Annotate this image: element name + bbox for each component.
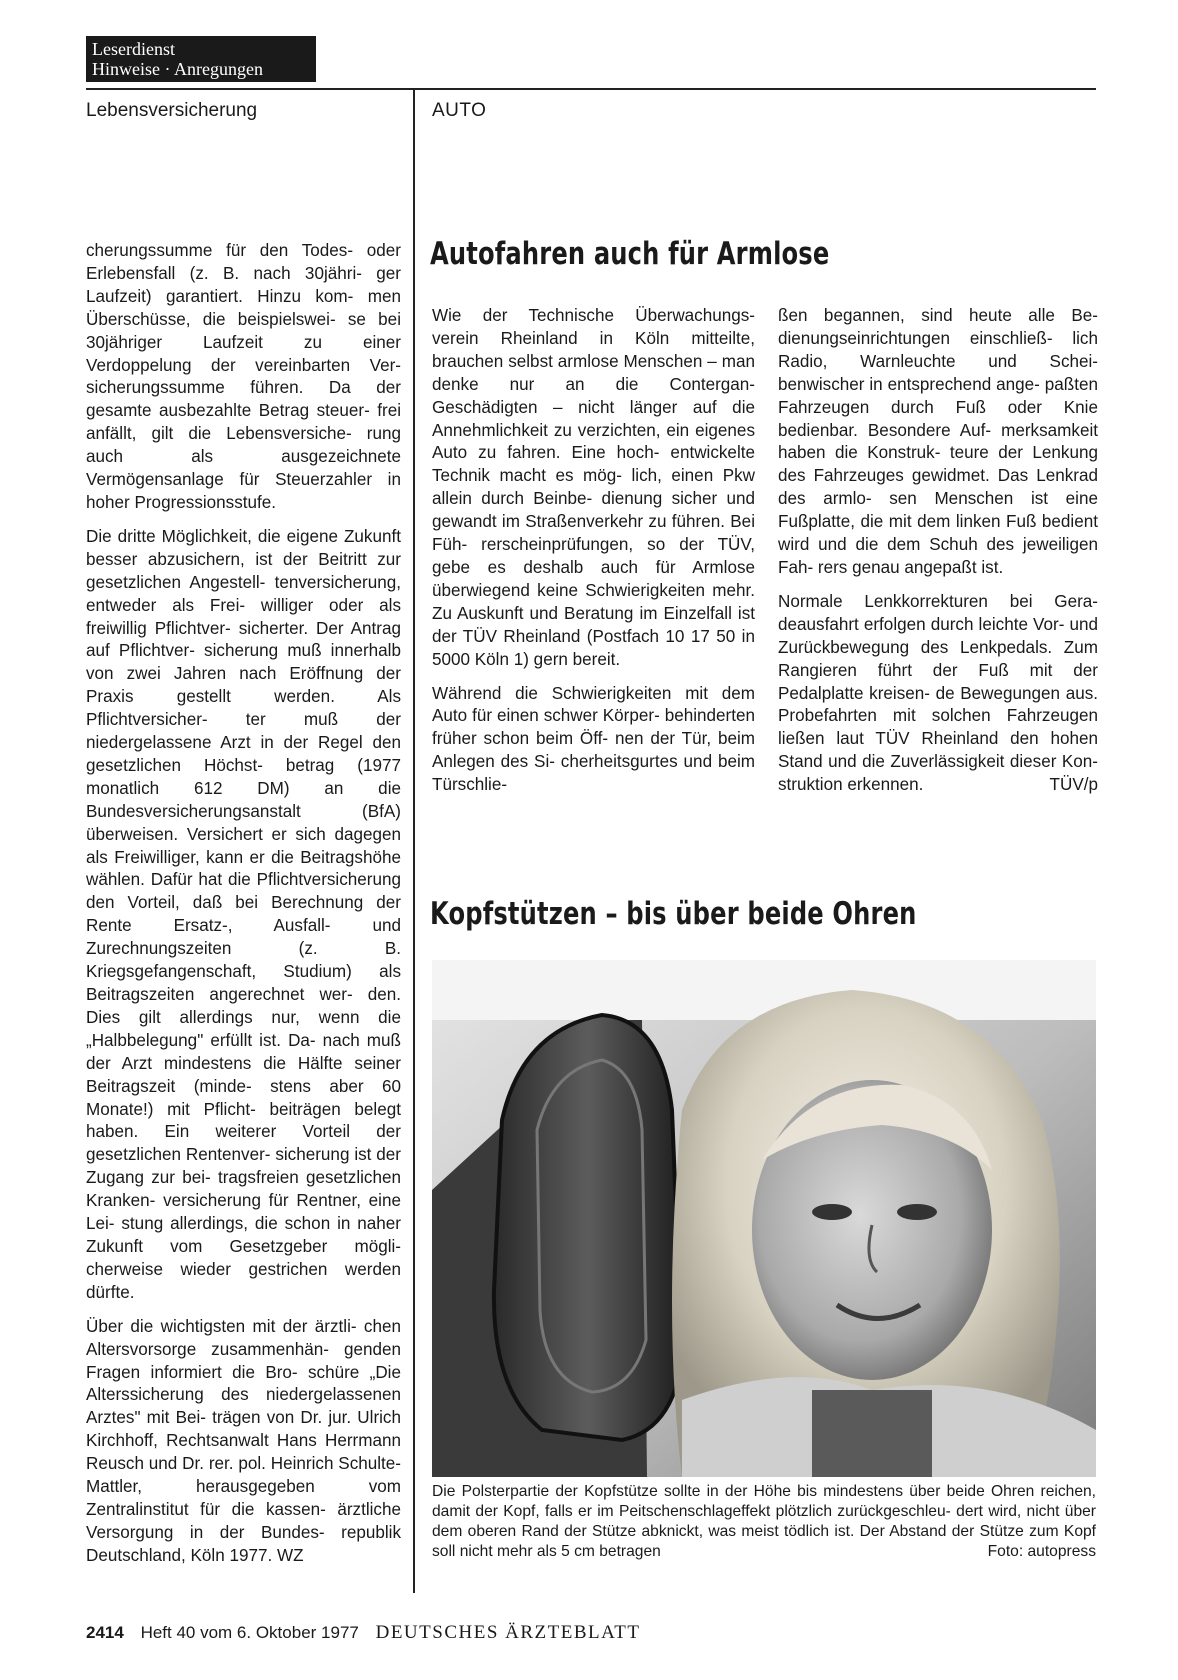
paragraph-text: Normale Lenkkorrekturen bei Gera- deausfahrt erfolgen durch leichte Vor- und Zurückbewegung des Lenkpedals. Zum Rangieren führt der Fuß mit der Pedalplatte kreisen- de Bewegungen aus. Probefahrten mit solchen Fahrzeugen ließen laut TÜV Rheinland den hohen Stand und die Zuverlässigkeit dieser Kon- struktion erkennen. [778, 591, 1098, 795]
issue-info: Heft 40 vom 6. Oktober 1977 [140, 1623, 359, 1642]
paragraph: Wie der Technische Überwachungs- verein Rheinland in Köln mitteilte, brauchen selbst armlose Menschen – man denke nur an die Contergan- Geschädigten – nicht länger auf die Annehmlichkeit zu verzichten, ein eigenes Auto zu fahren. Eine hoch- entwickelte Technik macht es mög- lich, einen Pkw allein durch Beinbe- dienung sicher und gewandt im Straßenverkehr zu führen. Bei Füh- rerscheinprüfungen, so der TÜV, gebe es deshalb auch für Armlose überwiegend keine Schwierigkeiten mehr. Zu Auskunft und Beratung im Einzelfall ist der TÜV Rheinland (Postfach 10 17 50 in 5000 Köln 1) gern bereit. [432, 306, 755, 669]
top-rule [86, 88, 1096, 90]
photo-caption [432, 1482, 1096, 1562]
badge-line-1: Leserdienst [92, 39, 175, 59]
article-headline-armlose: Autofahren auch für Armlose [430, 236, 830, 272]
section-label-left: Lebensversicherung [86, 100, 258, 121]
left-column [86, 240, 401, 1579]
page-footer [86, 1622, 640, 1644]
article-headline-kopfstuetzen: Kopfstützen – bis über beide Ohren [430, 896, 917, 932]
paragraph: cherungssumme für den Todes- oder Erlebensfall (z. B. nach 30jähri- ger Laufzeit) garantiert. Hinzu kom- men Überschüsse, die beispielswei- se bei 30jähriger Laufzeit zu einer Verdoppelung der vereinbarten Ver- sicherungssumme führen. Da der gesamte ausbezahlte Betrag steuer- frei anfällt, gilt die Lebensversiche- rung auch als ausgezeichnete Vermögensanlage für Steuerzahler in hoher Progressionsstufe. [86, 241, 401, 512]
article1-column-1 [432, 305, 755, 808]
caption-text: Die Polsterpartie der Kopfstütze sollte in der Höhe bis mindestens über beide Ohren reichen, damit der Kopf, falls er im Peitschenschlageffekt plötzlich zurückgeschleu- dert wird, nicht über dem oberen Rand der Stütze abknickt, was meist tödlich ist. Der Abstand der Stütze zum Kopf soll nicht mehr als 5 cm betragen [432, 1483, 1096, 1560]
article1-column-2 [778, 305, 1098, 797]
page-number: 2414 [86, 1623, 124, 1642]
paragraph: Über die wichtigsten mit der ärztli- chen Altersvorsorge zusammenhän- genden Fragen informiert die Bro- schüre „Die Alterssicherung des niedergelassenen Arztes" mit Bei- trägen von Dr. jur. Ulrich Kirchhoff, Rechtsanwalt Hans Herrmann Reusch und Dr. rer. pol. Heinrich Schulte-Mattler, herausgegeben vom Zentralinstitut für die kassen- ärztliche Versorgung in der Bundes- republik Deutschland, Köln 1977. WZ [86, 1316, 401, 1565]
magazine-title: DEUTSCHES ÄRZTEBLATT [375, 1622, 641, 1643]
column-divider [413, 88, 415, 1593]
paragraph: Die dritte Möglichkeit, die eigene Zukunft besser abzusichern, ist der Beitritt zur gesetzlichen Angestell- tenversicherung, entweder als Frei- williger oder als freiwillig Pflichtver- sicherter. Der Antrag auf Pflichtver- sicherung muß innerhalb von zwei Jahren nach Eröffnung der Praxis gestellt werden. Als Pflichtversicher- ter muß der niedergelassene Arzt in der Regel den gesetzlichen Höchst- betrag (1977 monatlich 612 DM) an die Bundesversicherungsanstalt (BfA) überweisen. Versichert er sich dagegen als Freiwilliger, kann er die Beitragshöhe wählen. Dafür hat die Pflichtversicherung den Vorteil, daß bei Berechnung der Rente Ersatz-, Ausfall- und Zurechnungszeiten (z. B. Kriegsgefangenschaft, Studium) als Beitragszeiten angerechnet wer- den. Dies gilt allerdings nur, wenn die „Halbbelegung" erfüllt ist. Da- nach muß der Arzt mindestens die Hälfte seiner Beitragszeit (minde- stens aber 60 Monate!) mit Pflicht- beiträgen belegt haben. Ein weiterer Vorteil der gesetzlichen Rentenver- sicherung ist der Zugang zur bei- tragsfreien gesetzlichen Kranken- versicherung für Rentner, eine Lei- stung allerdings, die schon in naher Zukunft vom Gesetzgeber mögli- cherweise wieder gestrichen werden dürfte. [86, 526, 401, 1302]
paragraph [778, 591, 1098, 797]
paragraph: Während die Schwierigkeiten mit dem Auto für einen schwer Körper- behinderten früher schon beim Öff- nen der Tür, beim Anlegen des Si- cherheitsgurtes und beim Türschlie- [432, 683, 755, 795]
leserdienst-badge [86, 36, 316, 82]
photo-credit: Foto: autopress [987, 1543, 1096, 1560]
badge-line-2: Hinweise · Anregungen [92, 59, 263, 79]
author-signature: TÜV/p [1049, 775, 1098, 795]
headrest-photo [432, 960, 1096, 1477]
paragraph: ßen begannen, sind heute alle Be- dienungseinrichtungen einschließ- lich Radio, Warnleuchte und Schei- benwischer in entsprechend ange- paßten Fahrzeugen durch Fuß oder Knie bedienbar. Besondere Auf- merksamkeit haben die Konstruk- teure der Lenkung des Fahrzeuges gewidmet. Das Lenkrad des armlo- sen Menschen ist eine Fußplatte, die mit dem linken Fuß bedient wird und die dem Schuh des jeweiligen Fah- rers genau angepaßt ist. [778, 306, 1098, 577]
section-label-right: AUTO [432, 100, 487, 121]
photo-illustration [432, 960, 1096, 1477]
